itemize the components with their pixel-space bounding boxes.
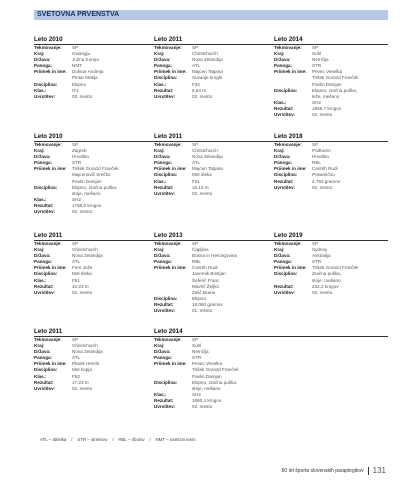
field-label: Uvrstitev: (154, 93, 176, 99)
field-label: Klas.: (154, 391, 167, 397)
result-row (154, 361, 270, 379)
field-label: Uvrstitev: (34, 289, 56, 295)
field-value-line: Zagreb (72, 148, 87, 154)
field-label: Priimek in ime: (154, 166, 187, 172)
field-value-line: 02. mesto (72, 385, 93, 391)
field-label: Uvrstitev: (154, 308, 176, 314)
year-heading: Leto 2014 (154, 328, 183, 335)
field-value-line: 02. mesto (192, 404, 213, 410)
result-row (274, 112, 390, 118)
result-row (154, 265, 270, 295)
field-label: Rezultat: (154, 184, 174, 190)
field-value-line: Majcen Tatjana (192, 166, 223, 172)
field-value-line: STR (192, 355, 202, 361)
field-label: Panoga: (154, 63, 173, 69)
field-value-line: Gwangju (72, 51, 91, 57)
field-value-line: ATL (72, 259, 81, 265)
field-value-line: Pevec Veselka (192, 361, 223, 367)
field-label: Država: (274, 253, 291, 259)
page-title: SVETOVNA PRVENSTVA (34, 10, 388, 20)
field-label: Klas.: (154, 178, 167, 184)
field-value-line: F51 (192, 178, 200, 184)
field-label: Država: (274, 154, 291, 160)
result-row (274, 271, 390, 283)
field-value-line: Majcen Tatjana (192, 69, 223, 75)
field-value-line: ATL (192, 160, 201, 166)
field-value-line: Hrvaška (72, 154, 89, 160)
field-label: Kraj: (154, 51, 165, 57)
field-label: Panoga: (274, 259, 293, 265)
footer-text: 50 let športa slovenskih paraplegikov (281, 468, 364, 474)
field-value-line: Ekipno, zračna puška, (192, 379, 238, 385)
field-value-line: 18.060 gramov (192, 301, 223, 307)
field-value-line: Šeferič Franc (192, 277, 220, 283)
field-value-line: ATL (192, 63, 201, 69)
field-value-line: stoje, mešano (192, 385, 221, 391)
field-value-line: ATL (72, 355, 81, 361)
championship-section (34, 36, 388, 118)
field-value-line: Suvanje krogle (192, 75, 223, 81)
field-label: Priimek in ime: (274, 166, 307, 172)
field-label: Uvrstitev: (34, 209, 56, 215)
field-value-line: Pavlin Damjan (72, 178, 102, 184)
field-value-line: SP (192, 337, 199, 342)
result-row (34, 209, 150, 215)
field-label: Tekmovanje: (34, 337, 62, 342)
field-value-line: Met diska (192, 172, 212, 178)
field-label: Kraj: (154, 343, 165, 349)
field-label: Rezultat: (34, 202, 54, 208)
result-row (154, 404, 270, 410)
field-value-line: Met diska (72, 271, 92, 277)
field-label: Tekmovanje: (274, 45, 302, 50)
result-row (34, 69, 150, 81)
field-label: Kraj: (34, 343, 45, 349)
field-value-line: Christchurch (192, 148, 218, 154)
field-value-line: F32 (192, 81, 200, 87)
field-value-line: Ekipno (72, 81, 87, 87)
field-value-line: Južna Koreja (72, 57, 99, 63)
year-heading: Leto 2014 (274, 36, 303, 43)
field-value-line: Nova Zelandija (192, 57, 223, 63)
field-value-line: 1860,4 krogov (192, 397, 222, 403)
field-value-line: Nova Zelandija (72, 349, 103, 355)
field-value-line: STR (72, 160, 82, 166)
field-value-line: SP (192, 45, 199, 50)
field-label: Uvrstitev: (154, 190, 176, 196)
field-label: Panoga: (34, 259, 53, 265)
field-label: Disciplina: (154, 75, 178, 81)
year-heading: Leto 2011 (34, 328, 63, 335)
field-label: Priimek in ime: (274, 69, 307, 75)
result-entry (154, 337, 270, 410)
field-label: Kraj: (274, 247, 285, 253)
field-value-line: SP (312, 241, 319, 246)
field-label: Rezultat: (34, 283, 54, 289)
result-row (154, 308, 270, 314)
field-value-line: stoje, mešano (72, 190, 101, 196)
result-row (154, 380, 270, 392)
field-label: Uvrstitev: (34, 93, 56, 99)
field-label: Disciplina: (274, 87, 298, 93)
result-row (274, 88, 390, 100)
field-value-line: 03. mesto (312, 289, 333, 295)
field-value (192, 94, 270, 100)
field-label: Disciplina: (34, 367, 58, 373)
field-label: Panoga: (154, 259, 173, 265)
field-value-line: stoje, mešano (312, 277, 341, 283)
field-value-line: SH2 (192, 391, 201, 397)
field-label: Država: (274, 57, 291, 63)
field-value-line: Majcenovič Srečko (72, 172, 111, 178)
result-entry (34, 45, 150, 100)
field-value-line: RBL (192, 259, 201, 265)
result-row (34, 290, 150, 296)
field-value-line: STR (312, 63, 322, 69)
field-label: Disciplina: (154, 172, 178, 178)
field-value-line: Pavlin Damjan (192, 373, 222, 379)
field-value-line: Pavlin Damjan (312, 81, 342, 87)
field-value-line: Centrih Rudi (192, 265, 218, 271)
field-value (312, 271, 390, 283)
field-value-line: Posamično (312, 172, 335, 178)
year-header-row (34, 36, 388, 44)
field-label: Panoga: (154, 355, 173, 361)
field-label: Panoga: (34, 63, 53, 69)
field-value (72, 386, 150, 392)
field-value-line: Podturen (312, 148, 331, 154)
field-label: Država: (34, 154, 51, 160)
result-row (154, 191, 270, 197)
field-label: Kraj: (34, 247, 45, 253)
field-value-line: Met kopja (72, 367, 92, 373)
field-value-line: 03. mesto (192, 190, 213, 196)
field-value-line: Avstralija (312, 253, 331, 259)
field-label: Rezultat: (274, 178, 294, 184)
field-value-line: 10,23 m (72, 283, 89, 289)
field-value-line: Tiršek Gorazd Franček (72, 166, 119, 172)
field-value (192, 265, 270, 295)
field-label: Uvrstitev: (34, 385, 56, 391)
field-value-line: Tiršek Gorazd Franček (312, 265, 359, 271)
championship-section (34, 232, 388, 314)
field-value-line: 6,64 m (192, 87, 207, 93)
field-label: Disciplina: (34, 184, 58, 190)
field-value (192, 404, 270, 410)
field-value-line: Sydney (312, 247, 328, 253)
field-value-line: Zelič Brane (192, 289, 216, 295)
field-value-line: F52 (72, 373, 80, 379)
field-value-line: leže, mešano (312, 93, 340, 99)
field-label: Priimek in ime: (34, 361, 67, 367)
result-entry (274, 142, 390, 191)
field-value-line: SH2 (312, 99, 321, 105)
field-label: Klas.: (154, 81, 167, 87)
year-heading: Leto 2011 (154, 36, 183, 43)
field-value-line: Pevec Veselka (312, 69, 343, 75)
field-value-line: SP (72, 142, 79, 147)
field-value-line: Fere Jože (72, 265, 93, 271)
field-value-line: Christchurch (72, 343, 98, 349)
field-label: Rezultat: (154, 87, 174, 93)
field-label: Tekmovanje: (34, 142, 62, 147)
field-label: Kraj: (154, 148, 165, 154)
field-label: Priimek in ime: (274, 265, 307, 271)
field-label: Disciplina: (154, 379, 178, 385)
field-value-line: F51 (72, 277, 80, 283)
field-value-line: Ekipno, zračna puška, (312, 87, 358, 93)
field-value-line: 02. mesto (72, 289, 93, 295)
field-label: Panoga: (274, 63, 293, 69)
field-value-line: 4.793 gramov (312, 178, 341, 184)
page-number: 131 (372, 466, 386, 475)
result-row (274, 69, 390, 87)
field-value-line: Bosna in Hercegovina (192, 253, 237, 259)
field-value-line: 232,3 krogov (312, 283, 339, 289)
field-value-line: Mavrič Željko (192, 283, 220, 289)
field-value-line: 02. mesto (192, 93, 213, 99)
field-label: Tekmovanje: (154, 45, 182, 50)
result-entry (274, 45, 390, 118)
field-label: Priimek in ime: (34, 69, 67, 75)
field-value-line: 01. mesto (192, 308, 213, 314)
field-label: Tekmovanje: (154, 142, 182, 147)
footer-divider (368, 467, 369, 475)
field-label: Uvrstitev: (154, 404, 176, 410)
field-label: Rezultat: (34, 379, 54, 385)
field-value (192, 191, 270, 197)
field-value-line: Christchurch (72, 247, 98, 253)
field-value-line: SH2 (72, 196, 81, 202)
result-row (274, 290, 390, 296)
field-label: Rezultat: (274, 283, 294, 289)
field-value (192, 380, 270, 392)
year-header-row (34, 133, 388, 141)
result-row (154, 94, 270, 100)
field-value-line: Christchurch (192, 51, 218, 57)
field-label: Priimek in ime: (154, 265, 187, 271)
field-value (192, 361, 270, 379)
field-label: Panoga: (274, 160, 293, 166)
field-label: Tekmovanje: (34, 241, 62, 246)
field-label: Disciplina: (274, 271, 298, 277)
field-value-line: SP (192, 241, 199, 246)
field-label: Država: (34, 253, 51, 259)
result-entry (154, 45, 270, 100)
field-value-line: 02. mesto (72, 209, 93, 215)
field-value-line: Zračna puška, (312, 271, 342, 277)
field-value-line: Javernik Bostjan (192, 271, 226, 277)
field-label: Tekmovanje: (154, 337, 182, 342)
field-label: Rezultat: (154, 397, 174, 403)
field-value-line: Ekipno, zračna puška, (72, 184, 118, 190)
field-label: Rezultat: (154, 301, 174, 307)
field-label: Rezultat: (274, 105, 294, 111)
field-value-line: SP (192, 142, 199, 147)
field-label: Kraj: (274, 148, 285, 154)
field-label: Priimek in ime: (154, 361, 187, 367)
field-label: Država: (154, 253, 171, 259)
field-label: Klas.: (34, 87, 47, 93)
field-value (72, 69, 150, 81)
field-label: Priimek in ime: (154, 69, 187, 75)
field-value-line: Nemčija (192, 349, 209, 355)
field-value-line: 02. mesto (312, 184, 333, 190)
year-heading: Leto 2011 (154, 133, 183, 140)
field-value-line: Dolinar Andreja (72, 69, 104, 75)
field-label: Disciplina: (274, 172, 298, 178)
field-value (312, 112, 390, 118)
year-heading: Leto 2018 (274, 133, 303, 140)
result-row (34, 386, 150, 392)
field-value-line: Suhl (312, 51, 322, 57)
year-heading: Leto 2010 (34, 36, 63, 43)
field-value (312, 69, 390, 87)
field-label: Uvrstitev: (274, 184, 296, 190)
field-label: Panoga: (154, 160, 173, 166)
year-header-row (34, 328, 388, 336)
field-value-line: Pintar Matija (72, 75, 98, 81)
field-value-line: Nova Zelandija (192, 154, 223, 160)
championship-section (34, 133, 388, 215)
field-label: Priimek in ime: (34, 265, 67, 271)
field-label: Kraj: (274, 51, 285, 57)
field-label: Tekmovanje: (154, 241, 182, 246)
field-label: Tekmovanje: (274, 241, 302, 246)
field-label: Uvrstitev: (274, 112, 296, 118)
field-value (72, 166, 150, 184)
field-label: Disciplina: (34, 271, 58, 277)
field-value (72, 290, 150, 296)
field-label: Kraj: (34, 148, 45, 154)
result-row (34, 166, 150, 184)
field-value-line: SP (312, 45, 319, 50)
field-label: Klas.: (34, 373, 47, 379)
year-heading: Leto 2013 (154, 232, 183, 239)
field-label: Panoga: (34, 160, 53, 166)
field-label: Država: (154, 154, 171, 160)
field-value-line: IT4 (72, 87, 79, 93)
field-value-line: 17,23 m (72, 379, 89, 385)
result-row (34, 94, 150, 100)
field-value-line: 1858,7 krogov (312, 105, 342, 111)
field-value-line: STR (312, 259, 322, 265)
field-value-line: Nova Zelandija (72, 253, 103, 259)
field-value-line: Suhl (192, 343, 202, 349)
field-value-line: Nemčija (312, 57, 329, 63)
field-value (312, 88, 390, 100)
field-value-line: SP (72, 241, 79, 246)
field-value-line: 1788,0 krogov (72, 202, 102, 208)
field-label: Panoga: (34, 355, 53, 361)
field-value-line: 16,13 m (192, 184, 209, 190)
field-label: Tekmovanje: (34, 45, 62, 50)
field-label: Klas.: (274, 99, 287, 105)
field-value-line: 03. mesto (72, 93, 93, 99)
championship-section (34, 328, 388, 410)
field-value-line: Ekipno (192, 295, 207, 301)
field-label: Država: (34, 349, 51, 355)
result-row (34, 185, 150, 197)
field-value (72, 209, 150, 215)
field-value (192, 308, 270, 314)
result-entry (34, 241, 150, 296)
field-value-line: Hrvaška (312, 154, 329, 160)
result-entry (34, 337, 150, 392)
field-value-line: 02. mesto (312, 112, 333, 118)
field-value (72, 94, 150, 100)
field-value-line: RBL (312, 160, 321, 166)
result-entry (274, 241, 390, 296)
field-label: Disciplina: (154, 295, 178, 301)
field-value-line: Tiršek Gorazd Franček (312, 75, 359, 81)
year-heading: Leto 2011 (34, 232, 63, 239)
field-label: Kraj: (34, 51, 45, 57)
result-entry (154, 241, 270, 314)
field-value-line: SP (72, 45, 79, 50)
field-label: Priimek in ime: (34, 166, 67, 172)
result-row (274, 185, 390, 191)
page-footer (282, 467, 386, 475)
field-label: Klas.: (34, 196, 47, 202)
field-value-line: SP (72, 337, 79, 342)
field-label: Država: (34, 57, 51, 63)
year-heading: Leto 2010 (34, 133, 63, 140)
field-label: Disciplina: (34, 81, 58, 87)
year-header-row (34, 232, 388, 240)
field-value-line: NMT (72, 63, 82, 69)
field-value-line: Plantk Henrik (72, 361, 100, 367)
field-label: Klas.: (34, 277, 47, 283)
field-value-line: Centrih Rudi (312, 166, 338, 172)
field-value-line: SP (312, 142, 319, 147)
result-entry (154, 142, 270, 197)
field-value (312, 185, 390, 191)
field-label: Kraj: (154, 247, 165, 253)
field-value-line: Tiršek Gorazd Franček (192, 367, 239, 373)
field-value-line: Čapljina (192, 247, 209, 253)
field-label: Država: (154, 349, 171, 355)
field-label: Država: (154, 57, 171, 63)
field-label: Tekmovanje: (274, 142, 302, 147)
year-heading: Leto 2019 (274, 232, 303, 239)
field-label: Uvrstitev: (274, 289, 296, 295)
field-value (312, 290, 390, 296)
field-value (72, 185, 150, 197)
abbreviation-legend: ATL – atletika / STR – strelstvo / RBL – ribolov / NMT – namizni tenis (40, 437, 196, 442)
result-entry (34, 142, 150, 215)
